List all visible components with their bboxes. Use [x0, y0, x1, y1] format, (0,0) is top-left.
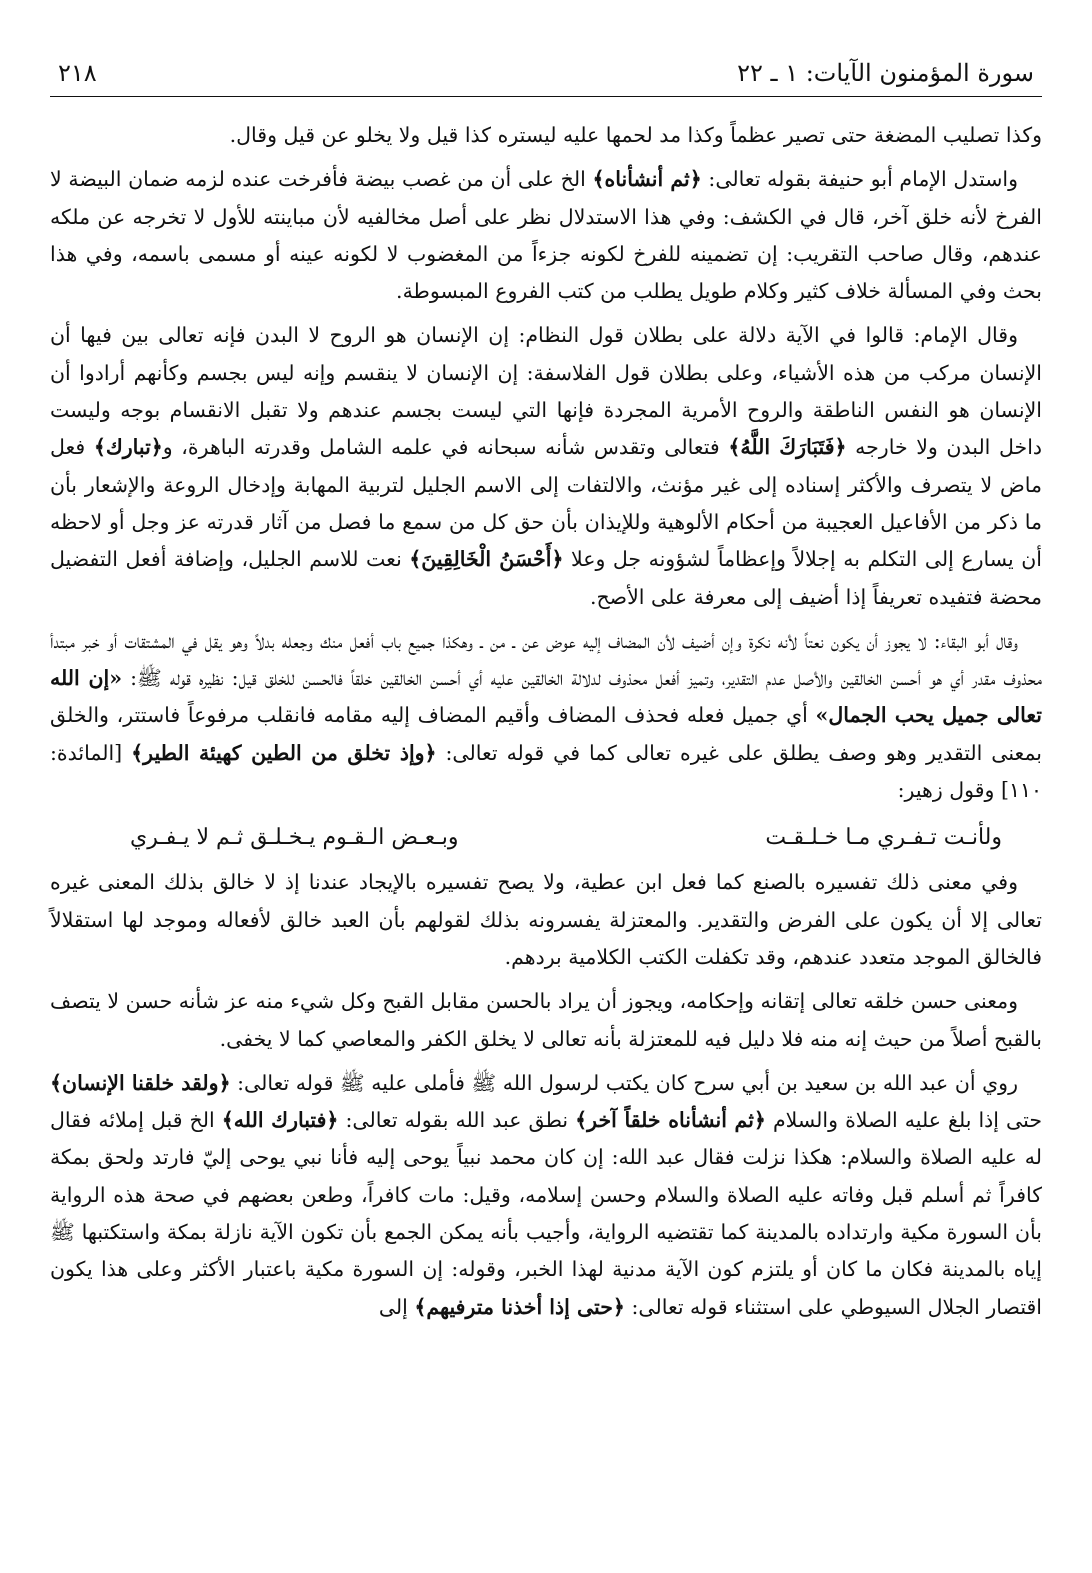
- paragraph-text: حتى إذا بلغ عليه الصلاة والسلام: [765, 1108, 1042, 1133]
- paragraph: [50, 161, 1042, 310]
- paragraph-text: وقال أبو البقاء: لا يجوز أن يكون نعتاً لأنه نكرة وإن أضيف لأن المضاف إليه عوض عن ـ من ـ وهكذا جميع باب أفعل منك وجعله بدلاً وهو يقل في المشتقات أو خبر مبتدأ محذوف مقدر أي هو أحسن الخالقين والأصل عدم التقدير، وتميز أفعل محذوف لدلالة الخالقين عليه أي أحسن الخالقين خلقاً فالحسن للخلق قيل: نظيره قوله ﷺ:: [50, 628, 1042, 691]
- paragraph-text: أي جميل فعله فحذف المضاف وأقيم المضاف إليه مقامه فانقلب مرفوعاً فاستتر، والخلق بمعنى التقدير وهو وصف يطلق على غيره تعالى كما في قوله تعالى:: [50, 703, 1042, 765]
- quran-quote: ﴿وإذ تخلق من الطين كهيئة الطير﴾: [131, 740, 437, 765]
- quran-quote: ﴿ولقد خلقنا الإنسان﴾: [50, 1070, 231, 1095]
- text-block-1: [50, 117, 1042, 809]
- page-body: [50, 117, 1042, 1326]
- paragraph-text: واستدل الإمام أبو حنيفة بقوله تعالى:: [701, 167, 1019, 192]
- page-number: ٢١٨: [58, 59, 97, 87]
- running-title: سورة المؤمنون الآيات: ١ ـ ٢٢: [737, 59, 1034, 87]
- paragraph-text: روي أن عبد الله بن سعيد بن أبي سرح كان يكتب لرسول الله ﷺ فأملى عليه ﷺ قوله تعالى:: [230, 1070, 1018, 1095]
- paragraph: [50, 1065, 1042, 1326]
- paragraph-text: فتعالى وتقدس شأنه سبحانه في علمه الشامل وقدرته الباهرة، و: [162, 435, 729, 460]
- paragraph-text: وقال الإمام: قالوا في الآية دلالة على بطلان قول النظام: إن الإنسان هو الروح لا البدن فإنه تعالى بين فيها أن الإنسان مركب من هذه الأشياء، وعلى بطلان قول الفلاسفة: إن الإنسان لا ينقسم وإنه ليس بجسم وكأنهم أرادوا أن الإنسان هو النفس الناطقة والروح الأمرية المجردة فإنها التي ليست بجسم عندهم ولا تقبل الانقسام بوجه وليست داخل البدن ولا خارجه: [50, 323, 1043, 460]
- quran-quote: ﴿ثم أنشأناه خلقاً آخر﴾: [575, 1108, 766, 1133]
- text-block-2: [50, 864, 1042, 1326]
- poem-second-hemistich: وبـعـض الـقـوم يـخـلـق ثـم لا يـفـري: [130, 825, 459, 851]
- paragraph-text: نطق عبد الله بقوله تعالى:: [338, 1108, 576, 1133]
- paragraph-text: ومعنى حسن خلقه تعالى إتقانه وإحكامه، ويجوز أن يراد بالحسن مقابل القبح وكل شيء منه عز شأنه حسن لا يتصف بالقبح أصلاً من حيث إنه منه فلا دليل فيه للمعتزلة بأنه تعالى لا يخلق الكفر والمعاصي كما لا يخفى.: [50, 989, 1042, 1051]
- paragraph: [50, 864, 1042, 976]
- quran-quote: ﴿فَتَبَارَكَ اللَّهُ﴾: [728, 435, 847, 460]
- paragraph: [50, 983, 1042, 1058]
- quran-quote: ﴿فتبارك الله﴾: [221, 1108, 339, 1133]
- paragraph-text: وكذا تصليب المضغة حتى تصير عظماً وكذا مد لحمها عليه ليستره كذا قيل ولا يخلو عن قيل وقال.: [229, 123, 1042, 147]
- poem-verse: [50, 816, 1042, 864]
- paragraph-text: الخ على أن من غصب بيضة فأفرخت عنده لزمه ضمان البيضة لا الفرخ لأنه خلق آخر، قال في الكشف: وفي هذا الاستدلال نظر على أصل مخالفيه لأن مباينته للأول لا تخرجه عن ملكه عندهم، وقال صاحب التقريب: إن تضمينه للفرخ لكونه جزءاً من المغضوب لا لكونه عينه أو مسمى باسمه، وفي هذا بحث وفي المسألة خلاف كثير وكلام طويل يطلب من كتب الفروع المبسوطة.: [50, 167, 1042, 304]
- paragraph-text: وفي معنى ذلك تفسيره بالصنع كما فعل ابن عطية، ولا يصح تفسيره بالإيجاد عندنا إذ لا خالق بذلك المعنى غيره تعالى إلا أن يكون على الفرض والتقدير. والمعتزلة يفسرونه بذلك لقولهم بأن العبد خالق لأفعاله وموجد لها استقلالاً فالخالق الموجد متعدد عندهم، وقد تكفلت الكتب الكلامية بردهم.: [50, 870, 1042, 969]
- quran-quote: ﴿حتى إذا أخذنا مترفيهم﴾: [414, 1294, 625, 1319]
- paragraph: [50, 317, 1042, 615]
- paragraph-text: [المائدة: ١١٠] وقول زهير:: [50, 740, 1042, 803]
- paragraph-text: فعل ماض لا يتصرف والأكثر إسناده إلى غير مؤنث، والالتفات إلى الاسم الجليل لتربية المهابة وإدخال الروعة والإشعار بأن ما ذكر من الأفاعيل العجيبة من أحكام الألوهية وللإيذان بأن حق كل من سمع ما فصل من آثار قدرته عز وجل أو لاحظه أن يسارع إلى التكلم به إجلالاً وإعظاماً لشؤونه جل وعلا: [50, 435, 1042, 572]
- poem-first-hemistich: ولأنـت تـفـري مـا خـلـقـت: [765, 825, 1002, 851]
- page-header: [50, 58, 1042, 97]
- paragraph-text: إلى: [378, 1294, 415, 1319]
- quran-quote: ﴿ثم أنشأناه﴾: [592, 167, 702, 192]
- paragraph-text: نعت للاسم الجليل، وإضافة أفعل التفضيل محضة فتفيده تعريفاً إذا أضيف إلى معرفة على الأصح.: [50, 547, 1042, 609]
- paragraph: [50, 623, 1042, 809]
- quran-quote: ﴿أَحْسَنُ الْخَالِقِينَ﴾: [409, 547, 564, 572]
- quran-quote: «إن الله تعالى جميل يحب الجمال»: [50, 666, 1042, 728]
- paragraph-text: الخ قبل إملائه فقال له عليه الصلاة والسلام: هكذا نزلت فقال عبد الله: إن كان محمد نبياً يوحى إليه فأنا نبي يوحى إليّ فارتد ولحق بمكة كافراً ثم أسلم قبل وفاته عليه الصلاة والسلام وحسن إسلامه، وقيل: مات كافراً، وطعن بعضهم في صحة هذه الرواية بأن السورة مكية وارتداده بالمدينة كما تقتضيه الرواية، وأجيب بأنه يمكن الجمع بأن تكون الآية نازلة بمكة واستكتبها ﷺ إياه بالمدينة فكان ما كان أو يلتزم كون الآية مدنية لهذا الخبر، وقوله: إن السورة مكية باعتبار الأكثر وعلى هذا يكون اقتصار الجلال السيوطي على استثناء قوله تعالى:: [50, 1108, 1042, 1319]
- paragraph: [50, 117, 1042, 154]
- quran-quote: ﴿تبارك﴾: [93, 435, 163, 460]
